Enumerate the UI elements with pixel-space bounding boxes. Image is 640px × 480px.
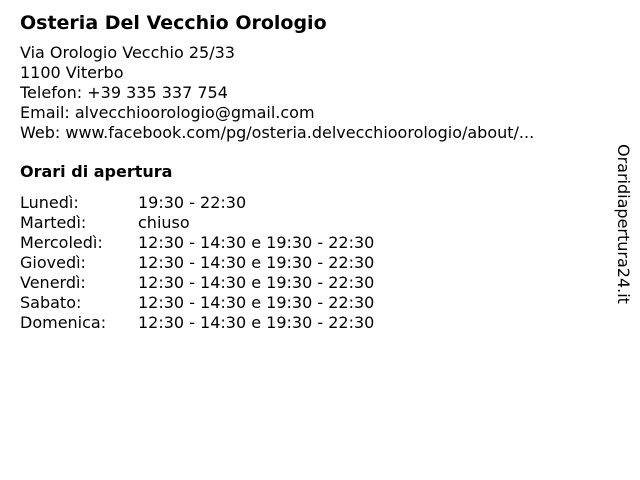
hours-row-tuesday <box>20 213 600 233</box>
address-street: Via Orologio Vecchio 25/33 <box>20 43 235 62</box>
day-label: Domenica: <box>20 313 107 332</box>
time-value: 19:30 - 22:30 <box>138 193 247 212</box>
hours-row-monday <box>20 193 600 213</box>
time-value: chiuso <box>138 213 190 232</box>
time-value: 12:30 - 14:30 e 19:30 - 22:30 <box>138 233 375 252</box>
restaurant-name: Osteria Del Vecchio Orologio <box>20 12 327 34</box>
email-address: Email: alvecchioorologio@gmail.com <box>20 103 315 122</box>
day-label: Martedì: <box>20 213 87 232</box>
opening-hours-table <box>20 193 600 333</box>
day-label: Giovedì: <box>20 253 86 272</box>
time-value: 12:30 - 14:30 e 19:30 - 22:30 <box>138 293 375 312</box>
day-label: Lunedì: <box>20 193 79 212</box>
time-value: 12:30 - 14:30 e 19:30 - 22:30 <box>138 253 375 272</box>
hours-row-thursday <box>20 253 600 273</box>
restaurant-card <box>20 11 600 333</box>
hours-row-wednesday <box>20 233 600 253</box>
website-link[interactable]: Web: www.facebook.com/pg/osteria.delvecchioorologio/about/... <box>20 123 535 142</box>
hours-row-saturday <box>20 293 600 313</box>
opening-hours-heading: Orari di apertura <box>20 162 173 181</box>
day-label: Sabato: <box>20 293 82 312</box>
site-brand-vertical <box>612 136 634 312</box>
site-brand-label: Oraridiapertura24.it <box>614 144 633 304</box>
address-city: 1100 Viterbo <box>20 63 124 82</box>
day-label: Venerdì: <box>20 273 86 292</box>
time-value: 12:30 - 14:30 e 19:30 - 22:30 <box>138 273 375 292</box>
phone-number: Telefon: +39 335 337 754 <box>20 83 228 102</box>
day-label: Mercoledì: <box>20 233 103 252</box>
time-value: 12:30 - 14:30 e 19:30 - 22:30 <box>138 313 375 332</box>
hours-row-sunday <box>20 313 600 333</box>
hours-row-friday <box>20 273 600 293</box>
